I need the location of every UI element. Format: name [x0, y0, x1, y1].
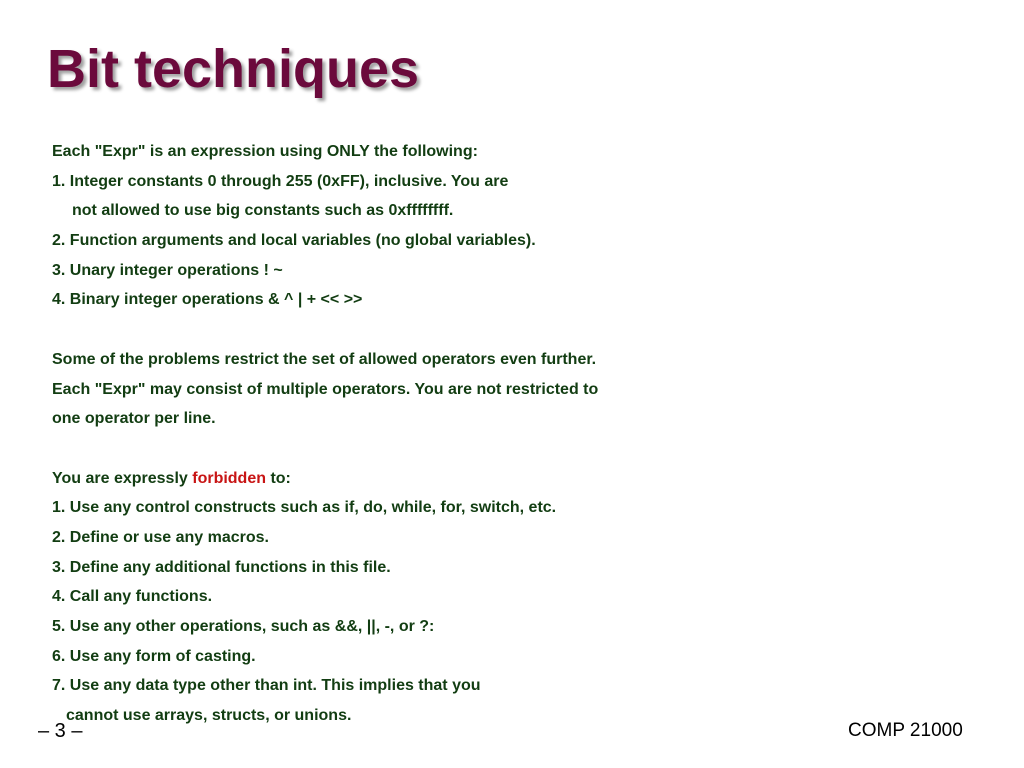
body-line: 4. Call any functions.: [52, 588, 213, 606]
body-line: 3. Define any additional functions in this file.: [52, 558, 391, 576]
body-line: 7. Use any data type other than int. This implies that you: [52, 677, 481, 695]
body-line: cannot use arrays, structs, or unions.: [66, 707, 352, 725]
body-line: 2. Function arguments and local variables (no global variables).: [52, 232, 536, 250]
body-line: 4. Binary integer operations & ^ | + << >>: [52, 291, 363, 309]
body-line: 1. Integer constants 0 through 255 (0xFF), inclusive. You are: [52, 172, 509, 190]
forbidden-heading-line: [52, 464, 952, 494]
body-line: 6. Use any form of casting.: [52, 647, 256, 665]
slide-body: [52, 137, 952, 731]
body-line: not allowed to use big constants such as 0xffffffff.: [72, 202, 454, 220]
forbidden-heading-prefix: You are expressly: [52, 469, 193, 487]
blank-line: [52, 434, 952, 464]
page-number: – 3 –: [38, 720, 83, 742]
forbidden-word: forbidden: [192, 469, 266, 487]
forbidden-heading-suffix: to:: [266, 469, 291, 487]
blank-line: [52, 315, 952, 345]
body-line: 1. Use any control constructs such as if, do, while, for, switch, etc.: [52, 499, 557, 517]
body-line: one operator per line.: [52, 410, 216, 428]
body-line: 2. Define or use any macros.: [52, 528, 269, 546]
course-label: COMP 21000: [848, 720, 963, 741]
slide-title: Bit techniques: [47, 39, 420, 99]
body-line: 3. Unary integer operations ! ~: [52, 261, 283, 279]
body-line: Each "Expr" may consist of multiple operators. You are not restricted to: [52, 380, 599, 398]
body-line: 5. Use any other operations, such as &&, ||, -, or ?:: [52, 618, 435, 635]
body-line: Each "Expr" is an expression using ONLY the following:: [52, 143, 478, 160]
body-line: Some of the problems restrict the set of allowed operators even further.: [52, 350, 597, 368]
